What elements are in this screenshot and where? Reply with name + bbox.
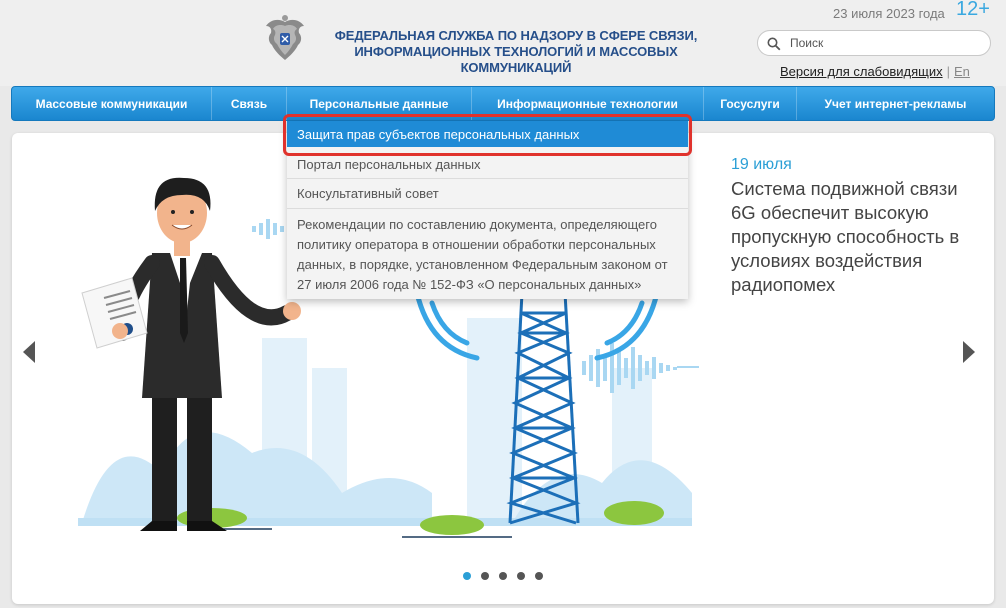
nav-item-public-services[interactable]: Госуслуги xyxy=(704,87,797,120)
link-separator: | xyxy=(946,64,950,79)
org-title-line2: ИНФОРМАЦИОННЫХ ТЕХНОЛОГИЙ И МАССОВЫХ КОММУНИКАЦИЙ xyxy=(354,44,678,75)
site-header xyxy=(0,0,1006,86)
chevron-left-icon[interactable] xyxy=(22,340,36,364)
nav-item-personal-data[interactable]: Персональные данные xyxy=(287,87,472,120)
slider-dot-1[interactable] xyxy=(463,572,471,580)
slider-dot-5[interactable] xyxy=(535,572,543,580)
slider-dot-2[interactable] xyxy=(481,572,489,580)
language-link[interactable]: En xyxy=(954,64,970,79)
search-icon[interactable] xyxy=(767,37,781,51)
emblem-icon[interactable] xyxy=(262,14,308,64)
org-title-line1: ФЕДЕРАЛЬНАЯ СЛУЖБА ПО НАДЗОРУ В СФЕРЕ СВЯЗИ, xyxy=(334,28,698,43)
slider-pagination xyxy=(463,572,543,580)
org-title[interactable] xyxy=(314,28,718,76)
dropdown-item-advisory-council[interactable]: Консультативный совет xyxy=(287,179,688,209)
slider-dot-4[interactable] xyxy=(517,572,525,580)
dropdown-item-portal[interactable]: Портал персональных данных xyxy=(287,147,688,179)
slider-dot-3[interactable] xyxy=(499,572,507,580)
nav-item-communications[interactable]: Связь xyxy=(212,87,287,120)
search-input[interactable] xyxy=(790,34,980,52)
dropdown-item-rights-protection[interactable]: Защита прав субъектов персональных данных xyxy=(287,121,688,147)
current-date: 23 июля 2023 года xyxy=(833,6,945,21)
nav-item-information-technology[interactable]: Информационные технологии xyxy=(472,87,704,120)
search-box[interactable] xyxy=(757,30,991,56)
dropdown-item-recommendations[interactable]: Рекомендации по составлению документа, определяющего политику оператора в отношении обработки персональных данных, в порядке, установленном Федеральным законом от 27 июля 2006 года № 152-ФЗ «О персональных данных» xyxy=(297,217,668,292)
accessibility-bar xyxy=(780,64,970,79)
news-title[interactable]: Система подвижной связи 6G обеспечит высокую пропускную способность в условиях воздействия радиопомех xyxy=(731,178,960,295)
personal-data-dropdown xyxy=(287,121,688,299)
chevron-right-icon[interactable] xyxy=(962,340,976,364)
main-nav xyxy=(11,86,995,121)
accessibility-link[interactable]: Версия для слабовидящих xyxy=(780,64,943,79)
nav-item-mass-communications[interactable]: Массовые коммуникации xyxy=(12,87,212,120)
nav-item-internet-advertising[interactable]: Учет интернет-рекламы xyxy=(824,96,967,111)
news-date: 19 июля xyxy=(731,156,792,173)
age-rating: 12+ xyxy=(956,0,990,20)
